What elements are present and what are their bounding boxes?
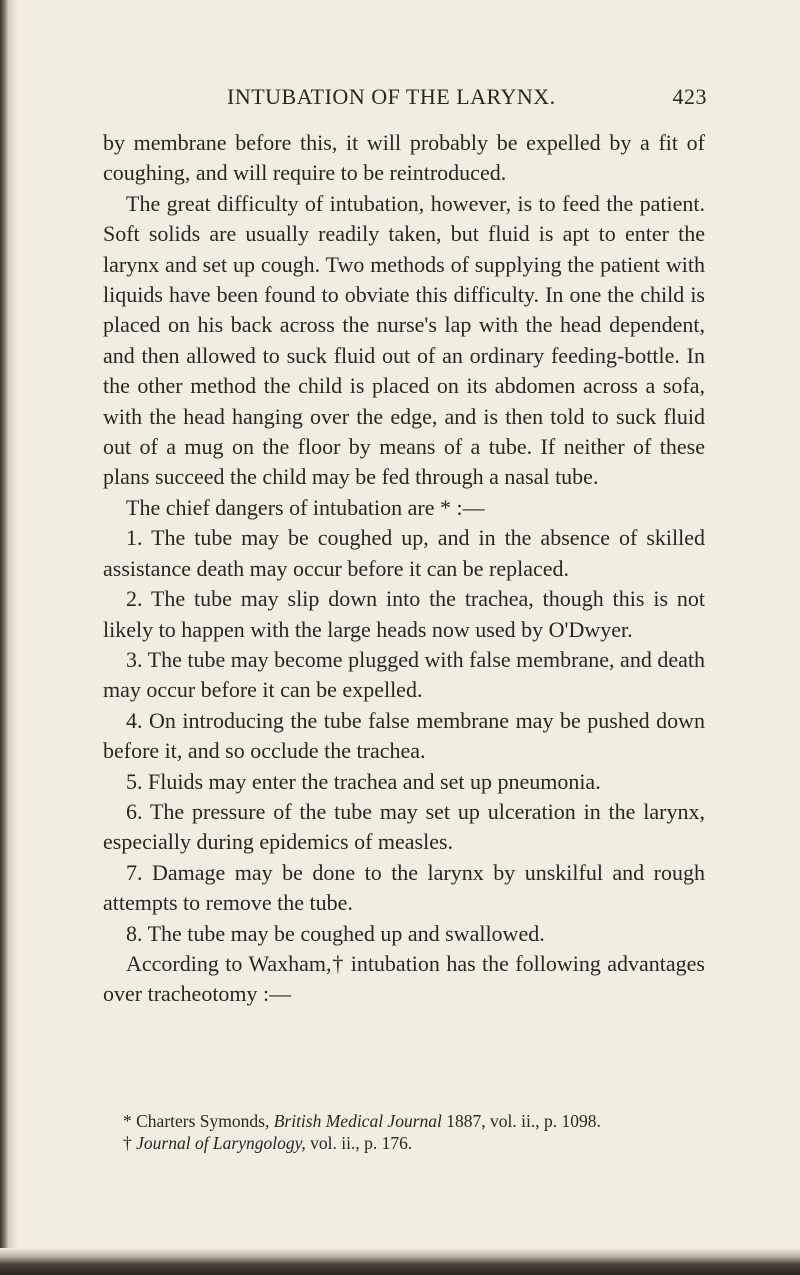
danger-item-4: 4. On introducing the tube false membrane may be pushed down before it, and so occlude the trachea.: [103, 707, 705, 764]
paragraph-feeding: The great difficulty of intubation, however, is to feed the patient. Soft solids are usually readily taken, but fluid is apt to enter the larynx and set up cough. Two methods of supplying the patient with liquids have been found to obviate this difficulty. In one the child is placed on his back across the nurse's lap with the head dependent, and then allowed to suck fluid out of an ordinary feeding-bottle. In the other method the child is placed on its abdomen across a sofa, with the head hanging over the edge, and is then told to suck fluid out of a mug on the floor by means of a tube. If neither of these plans succeed the child may be fed through a nasal tube.: [103, 190, 705, 490]
danger-item-8: 8. The tube may be coughed up and swallowed.: [126, 920, 545, 946]
running-head: [227, 84, 707, 112]
page-number: 423: [672, 84, 707, 109]
footnote-2-citation: vol. ii., p. 176.: [310, 1133, 413, 1153]
danger-item-1: 1. The tube may be coughed up, and in the absence of skilled assistance death may occur before it can be replaced.: [103, 525, 705, 581]
body-text: [103, 128, 705, 1010]
paragraph-continuation: by membrane before this, it will probably be expelled by a fit of coughing, and will require to be reintroduced.: [103, 130, 705, 186]
footnote-1-journal: British Medical Journal: [273, 1111, 442, 1131]
danger-item-3: 3. The tube may become plugged with false membrane, and death may occur before it can be expelled.: [103, 646, 705, 703]
footnote-1: [103, 1110, 705, 1132]
page-bottom-edge: [0, 1248, 800, 1275]
danger-item-5: 5. Fluids may enter the trachea and set up pneumonia.: [126, 768, 601, 794]
footnote-2-journal: Journal of Laryngology,: [136, 1133, 306, 1153]
footnote-1-author: Charters Symonds,: [136, 1111, 270, 1131]
footnote-1-marker: *: [123, 1111, 132, 1131]
paragraph-dangers-intro: The chief dangers of intubation are * :—: [126, 494, 485, 520]
paragraph-advantages-intro: According to Waxham,† intubation has the following advantages over tracheotomy :—: [103, 950, 705, 1007]
footnotes: [103, 1110, 705, 1154]
danger-item-6: 6. The pressure of the tube may set up ulceration in the larynx, especially during epidemics of measles.: [103, 798, 705, 855]
footnote-2-marker: †: [123, 1133, 132, 1153]
footnote-2: [103, 1132, 705, 1154]
running-title: INTUBATION OF THE LARYNX.: [227, 84, 556, 109]
gutter-shadow: [8, 0, 18, 1275]
danger-item-2: 2. The tube may slip down into the trachea, though this is not likely to happen with the large heads now used by O'Dwyer.: [103, 586, 705, 642]
book-spine-shadow: [0, 0, 8, 1275]
danger-item-7: 7. Damage may be done to the larynx by unskilful and rough attempts to remove the tube.: [103, 859, 705, 916]
footnote-1-citation: 1887, vol. ii., p. 1098.: [446, 1111, 601, 1131]
